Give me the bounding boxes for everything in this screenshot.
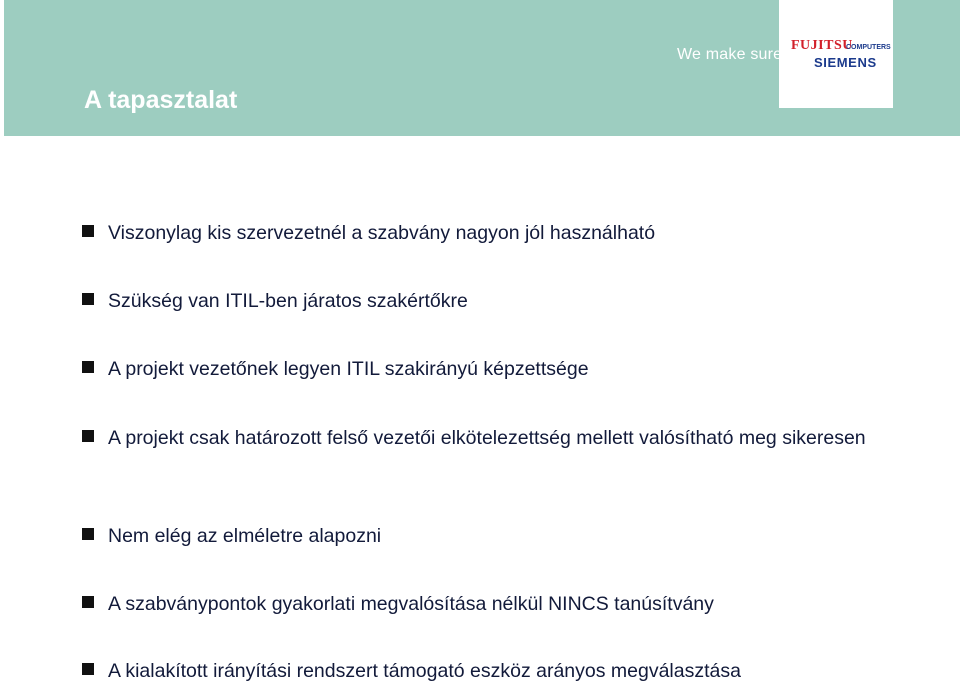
tagline: We make sure (677, 46, 783, 63)
header-edge (893, 0, 960, 108)
logo-siemens-text: SIEMENS (814, 55, 877, 70)
bullet-text: A projekt vezetőnek legyen ITIL szakirányú képzettsége (108, 358, 589, 380)
bullet-text: Szükség van ITIL-ben járatos szakértőkre (108, 290, 468, 312)
bullet-text: A kialakított irányítási rendszert támogató eszköz arányos megválasztása (108, 660, 741, 682)
square-bullet-icon (82, 293, 94, 305)
bullet-text: Nem elég az elméletre alapozni (108, 525, 382, 547)
square-bullet-icon (82, 528, 94, 540)
square-bullet-icon (82, 361, 94, 373)
logo-fujitsu-text: FUJITSU (791, 38, 853, 53)
header-band-right (667, 108, 960, 136)
square-bullet-icon (82, 663, 94, 675)
square-bullet-icon (82, 225, 94, 237)
square-bullet-icon (82, 430, 94, 442)
square-bullet-icon (82, 596, 94, 608)
bullet-text: A szabványpontok gyakorlati megvalósítása nélkül NINCS tanúsítvány (108, 593, 714, 615)
logo-computers-text: COMPUTERS (846, 44, 891, 51)
bullet-text: A projekt csak határozott felső vezetői elkötelezettség mellett valósítható meg sikeresen (108, 427, 866, 449)
bullet-text: Viszonylag kis szervezetnél a szabvány nagyon jól használható (108, 222, 656, 244)
logo-panel (781, 0, 893, 108)
slide-title: A tapasztalat (84, 86, 238, 114)
